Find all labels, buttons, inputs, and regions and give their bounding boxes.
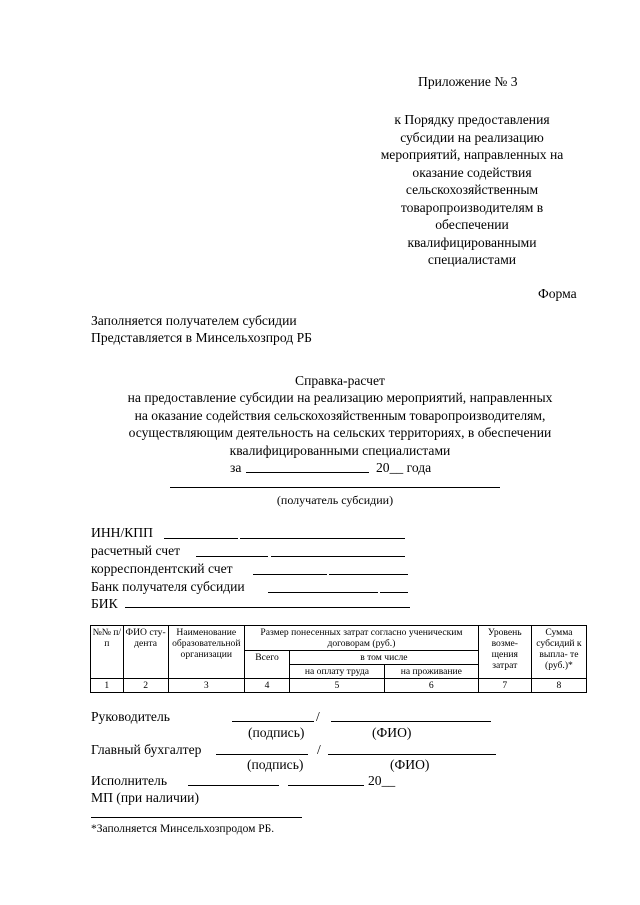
head-fio-field[interactable] bbox=[331, 721, 491, 722]
header-labor: на оплату труда bbox=[289, 665, 384, 679]
title-body bbox=[80, 389, 600, 459]
slash: / bbox=[317, 742, 321, 757]
column-number: 8 bbox=[531, 679, 586, 693]
head-signature-field[interactable] bbox=[232, 721, 314, 722]
executor-label: Исполнитель bbox=[91, 773, 168, 788]
period-year: 20__ года bbox=[376, 460, 432, 475]
header-num: №№ п/п bbox=[91, 626, 124, 679]
inn-field[interactable] bbox=[164, 538, 238, 539]
header-fio: ФИО сту- дента bbox=[123, 626, 168, 679]
title-line: на оказание содействия сельскохозяйственным товаропроизводителям, bbox=[134, 407, 546, 423]
header-sum: Сумма субсидий к выпла- те (руб.)* bbox=[531, 626, 586, 679]
period-blank[interactable] bbox=[246, 472, 369, 473]
footnote: *Заполняется Минсельхозпродом РБ. bbox=[91, 823, 275, 835]
reference-line: обеспечении bbox=[435, 217, 509, 232]
corr-account-field[interactable] bbox=[253, 574, 327, 575]
bank-field[interactable] bbox=[268, 592, 378, 593]
bank-field-2[interactable] bbox=[380, 592, 408, 593]
head-sign-caption: (подпись) bbox=[248, 725, 305, 740]
title-line: на предоставление субсидии на реализацию мероприятий, направленных bbox=[127, 390, 553, 405]
kpp-field[interactable] bbox=[240, 538, 405, 539]
recipient-caption: (получатель субсидии) bbox=[276, 493, 394, 507]
column-number: 3 bbox=[168, 679, 245, 693]
account-label: расчетный счет bbox=[91, 543, 181, 558]
title-line: квалифицированными специалистами bbox=[229, 442, 451, 458]
form-label: Форма bbox=[538, 286, 577, 301]
reference-line: к Порядку предоставления bbox=[394, 112, 550, 127]
executor-year: 20__ bbox=[368, 773, 396, 788]
appendix-reference bbox=[372, 111, 572, 269]
title-line: осуществляющим деятельность на сельских территориях, в обеспечении bbox=[128, 425, 552, 440]
head-fio-caption: (ФИО) bbox=[372, 725, 412, 740]
executor-field[interactable] bbox=[188, 785, 279, 786]
column-number: 7 bbox=[478, 679, 531, 693]
chief-signature-field[interactable] bbox=[216, 754, 308, 755]
inn-label: ИНН/КПП bbox=[91, 525, 153, 540]
executor-date-field[interactable] bbox=[288, 785, 364, 786]
bank-label: Банк получателя субсидии bbox=[91, 579, 245, 594]
header-living: на проживание bbox=[384, 665, 478, 679]
header-costs: Размер понесенных затрат согласно ученическим договорам (руб.) bbox=[245, 626, 479, 651]
chief-accountant-label: Главный бухгалтер bbox=[91, 742, 202, 757]
reference-line: товаропроизводителям в bbox=[400, 199, 544, 215]
header-total: Всего bbox=[245, 651, 290, 679]
stamp-label: МП (при наличии) bbox=[91, 790, 199, 805]
reference-line: сельскохозяйственным bbox=[405, 182, 539, 197]
corr-account-field-2[interactable] bbox=[329, 574, 408, 575]
account-field-2[interactable] bbox=[271, 556, 405, 557]
account-field[interactable] bbox=[196, 556, 268, 557]
bik-label: БИК bbox=[91, 596, 118, 611]
chief-sign-caption: (подпись) bbox=[247, 757, 304, 772]
column-number: 4 bbox=[245, 679, 290, 693]
appendix-number: Приложение № 3 bbox=[418, 74, 518, 89]
filled-by-note: Заполняется получателем субсидии bbox=[91, 313, 297, 328]
corr-account-label: корреспондентский счет bbox=[91, 561, 233, 576]
chief-fio-caption: (ФИО) bbox=[390, 757, 430, 772]
footnote-separator bbox=[91, 817, 302, 818]
reference-line: оказание содействия bbox=[412, 164, 532, 180]
subsidy-table bbox=[90, 625, 587, 693]
reference-line: специалистами bbox=[427, 252, 517, 267]
bik-field[interactable] bbox=[125, 607, 410, 608]
column-number: 5 bbox=[289, 679, 384, 693]
reference-line: субсидии на реализацию bbox=[400, 129, 544, 145]
slash: / bbox=[316, 709, 320, 724]
reference-line: квалифицированными bbox=[407, 234, 537, 250]
chief-fio-field[interactable] bbox=[328, 754, 496, 755]
column-number: 2 bbox=[123, 679, 168, 693]
reference-line: мероприятий, направленных на bbox=[380, 147, 564, 162]
header-including: в том числе bbox=[289, 651, 478, 665]
submitted-to-note: Представляется в Минсельхозпрод РБ bbox=[91, 330, 312, 345]
document-title: Справка-расчет bbox=[295, 373, 385, 388]
period-prefix: за bbox=[230, 460, 242, 475]
column-number: 1 bbox=[91, 679, 124, 693]
head-label: Руководитель bbox=[91, 709, 170, 724]
recipient-field[interactable] bbox=[170, 487, 500, 488]
header-org: Наименование образовательной организации bbox=[168, 626, 245, 679]
column-number: 6 bbox=[384, 679, 478, 693]
header-level: Уровень возме- щения затрат bbox=[478, 626, 531, 679]
